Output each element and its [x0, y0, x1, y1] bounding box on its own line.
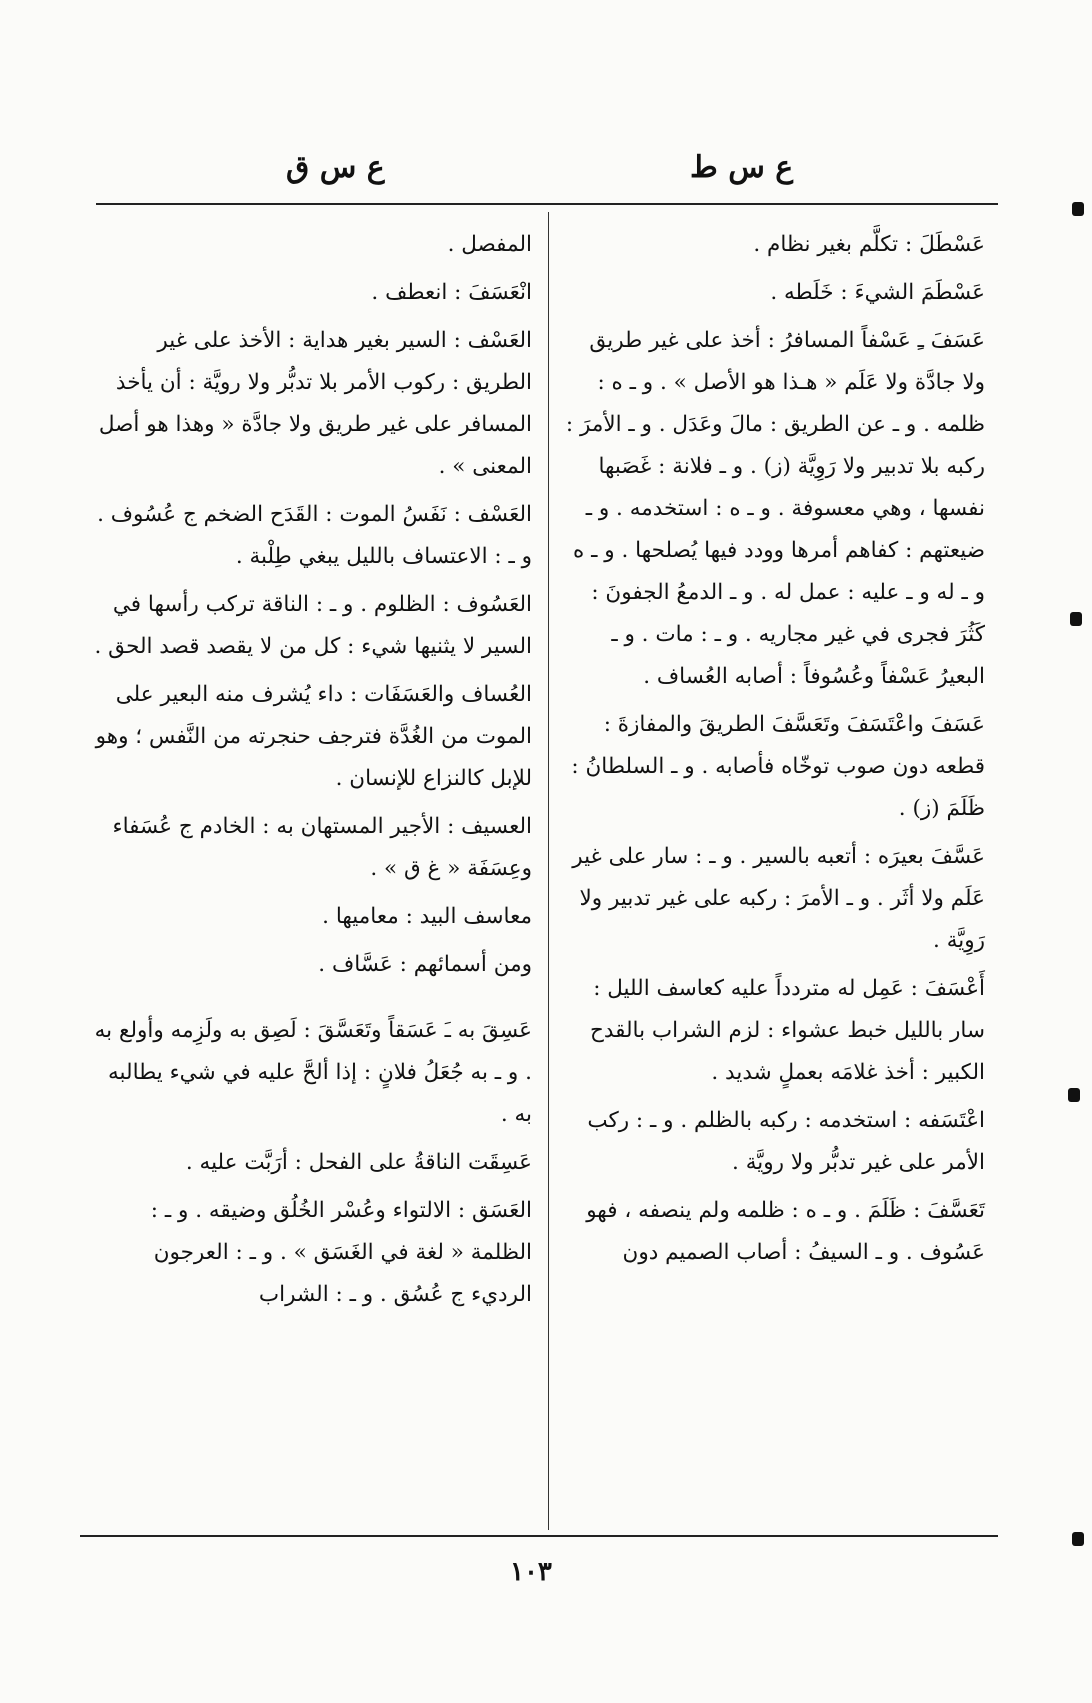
entry: انْعَسَفَ : انعطف .	[371, 280, 532, 305]
entry: اعْتَسَفه : استخدمه : ركبه بالظلم . و ـ : ركب الأمر على غير تدبُّر ولا رويَّة .	[587, 1108, 985, 1175]
entry: العَسْف : السير بغير هداية : الأخذ على غير الطريق : ركوب الأمر بلا تدبُّر ولا رويَّة : أن يأخذ المسافر على غير طريق ولا جادَّة « وهذا هو أصل المعنى » .	[98, 328, 532, 479]
entry: عَسِقَ به ـَ عَسَقاً وتَعَسَّقَ : لَصِق به ولَزِمه وأولع به . و ـ به جُعَلُ فلانٍ : إذا ألحَّ عليه في شيء يطالبه به .	[94, 1018, 532, 1127]
entry: عَسْطَمَ الشيءَ : خَلَطه .	[770, 280, 985, 305]
header-rule	[96, 203, 998, 205]
entry: ومن أسمائهم : عَسَّاف .	[318, 952, 532, 977]
entry: العَسْف : نَفَسُ الموت : القَدَح الضخم ج عُسُوف . و ـ : الاعتساف بالليل يبغي طِلْبة .	[97, 502, 532, 569]
entry: المفصل .	[447, 232, 532, 257]
left-column	[90, 224, 532, 1322]
running-header-left: ع س ق	[286, 150, 385, 185]
entry: تَعَسَّفَ : ظَلَمَ . و ـ ه : ظلمه ولم ينصفه ، فهو عَسُوف . و ـ السيفُ : أصاب الصميم دون	[586, 1198, 985, 1265]
binding-mark	[1072, 1532, 1084, 1546]
entry: أَعْسَفَ : عَمِل له متردداً عليه كعاسف الليل : سار بالليل خبط عشواء : لزم الشراب بالقدح الكبير : أخذ غلامَه بعملٍ شديد .	[589, 976, 985, 1085]
entry: العسيف : الأجير المستهان به : الخادم ج عُسَفاء وعِسَفَة « غ ق » .	[112, 814, 532, 881]
entry: عَسِقَت الناقةُ على الفحل : أرَبَّت عليه .	[185, 1150, 532, 1175]
page-number: ١٠٣	[510, 1557, 552, 1587]
footer-rule	[80, 1535, 998, 1537]
entry: العُساف والعَسَفَات : داء يُشرف منه البعير على الموت من الغُدَّة فترجف حنجرته من النَّفس ؛ وهو للإبل كالنزاع للإنسان .	[95, 682, 532, 791]
running-header-right: ع س ط	[690, 150, 794, 185]
entry: معاسف البيد : معاميها .	[322, 904, 532, 929]
entry: عَسْطَلَ : تكلَّم بغير نظام .	[753, 232, 985, 257]
right-column	[560, 224, 985, 1280]
binding-mark	[1070, 612, 1082, 626]
entry: عَسَفَ واعْتَسَفَ وتَعَسَّفَ الطريقَ والمفازةَ : قطعه دون صوب توخّاه فأصابه . و ـ السلطانُ : ظَلَمَ (ز) .	[571, 712, 985, 821]
binding-mark	[1068, 1088, 1080, 1102]
column-divider	[548, 212, 549, 1530]
entry: العَسُوف : الظلوم . و ـ : الناقة تركب رأسها في السير لا يثنيها شيء : كل من لا يقصد قصد الحق .	[94, 592, 532, 659]
entry: العَسَق : الالتواء وعُسْر الخُلُق وضيقه . و ـ : الظلمة « لغة في الغَسَق » . و ـ : العرجون الرديء ج عُسُق . و ـ : الشراب	[150, 1198, 532, 1307]
section-gap	[90, 992, 532, 1010]
binding-mark	[1072, 202, 1084, 216]
entry: عَسَفَ ـِ عَسْفاً المسافرُ : أخذ على غير طريق ولا جادَّة ولا عَلَم « هـذا هو الأصل » . و ـ ه : ظلمه . و ـ عن الطريق : مالَ وعَدَل . و ـ الأمرَ : ركبه بلا تدبير ولا رَوِيَّة (ز) . و ـ فلانة : غَصَبها نفسها ، وهي معسوفة . و ـ ه : استخدمه . و ـ ضيعتهم : كفاهم أمرها وودد فيها يُصلحها . و ـ ه و ـ له و ـ عليه : عمل له . و ـ الدمعُ الجفونَ : كَثُرَ فجرى في غير مجاريه . و ـ : مات . و ـ البعيرُ عَسْفاً وعُسُوفاً : أصابه العُساف .	[565, 328, 985, 689]
entry: عَسَّفَ بعيرَه : أتعبه بالسير . و ـ : سار على غير عَلَم ولا أثَر . و ـ الأمرَ : ركبه على غير تدبير ولا رَوِيَّة .	[572, 844, 985, 953]
